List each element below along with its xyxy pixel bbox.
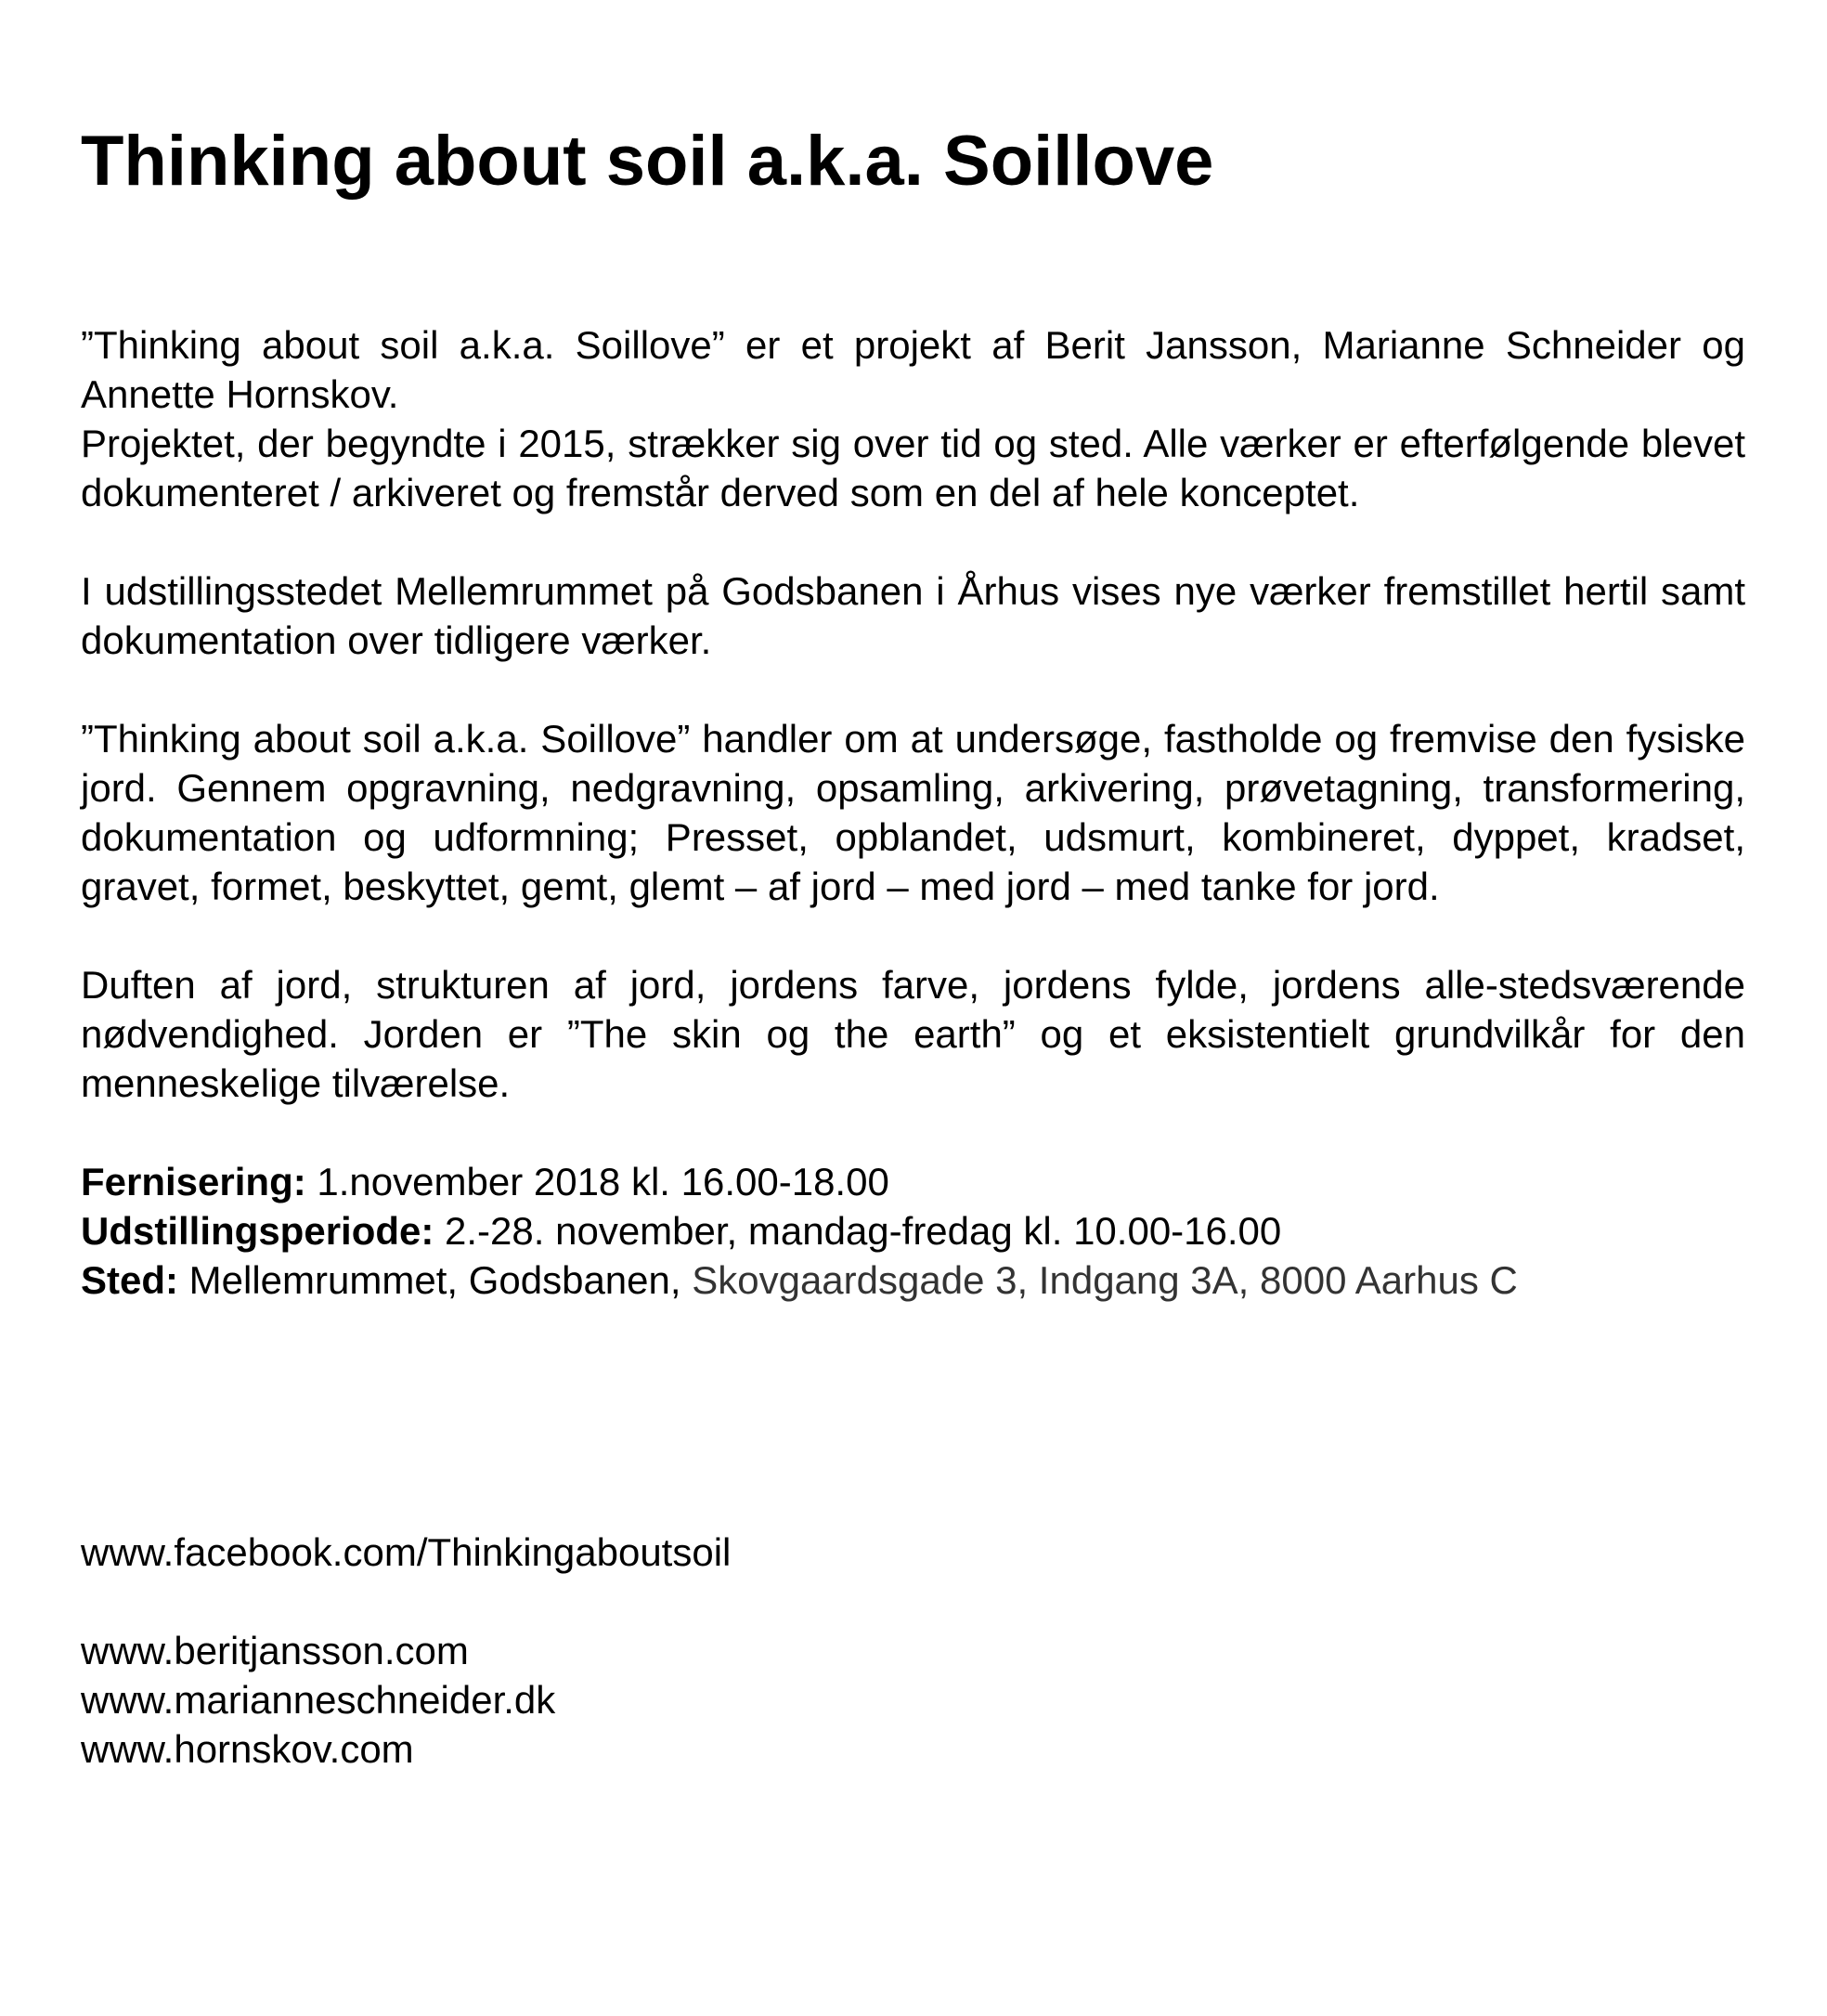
document-body xyxy=(81,320,1745,1354)
place-label: Sted: xyxy=(81,1258,178,1302)
project-paragraph: Projektet, der begyndte i 2015, strækker sig over tid og sted. Alle værker er efterfølgende blevet dokumenteret / arkiveret og fremstår derved som en del af hele konceptet. xyxy=(81,422,1745,514)
links-section xyxy=(81,1528,731,1774)
marianne-schneider-link[interactable]: www.marianneschneider.dk xyxy=(81,1678,556,1722)
place-line xyxy=(81,1255,1745,1305)
page-title: Thinking about soil a.k.a. Soillove xyxy=(81,122,1214,201)
link-spacer xyxy=(81,1577,731,1626)
period-label: Udstillingsperiode: xyxy=(81,1209,434,1253)
soil-paragraph: Duften af jord, strukturen af jord, jordens farve, jordens fylde, jordens alle-stedsværende nødvendighed. Jorden er ”The skin og the earth” og et eksistentielt grundvilkår for den menneskelige tilværelse. xyxy=(81,963,1745,1105)
place-address: Skovgaardsgade 3, Indgang 3A, 8000 Aarhus C xyxy=(692,1258,1518,1302)
facebook-link[interactable]: www.facebook.com/Thinkingaboutsoil xyxy=(81,1530,732,1574)
exhibition-info xyxy=(81,1157,1745,1305)
opening-label: Fernisering: xyxy=(81,1160,306,1203)
period-value: 2.-28. november, mandag-fredag kl. 10.00-16.00 xyxy=(434,1209,1282,1253)
period-line xyxy=(81,1206,1745,1255)
concept-paragraph: ”Thinking about soil a.k.a. Soillove” handler om at undersøge, fastholde og fremvise den fysiske jord. Gennem opgravning, nedgravning, opsamling, arkivering, prøvetagning, transformering, dokumentation og udformning; Presset, opblandet, udsmurt, kombineret, dyppet, kradset, gravet, formet, beskyttet, gemt, glemt – af jord – med jord – med tanke for jord. xyxy=(81,717,1745,908)
venue-paragraph: I udstillingsstedet Mellemrummet på Godsbanen i Århus vises nye værker fremstillet hertil samt dokumentation over tidligere værker. xyxy=(81,569,1745,662)
hornskov-link[interactable]: www.hornskov.com xyxy=(81,1727,414,1771)
opening-value: 1.november 2018 kl. 16.00-18.00 xyxy=(305,1160,889,1203)
place-value: Mellemrummet, Godsbanen, xyxy=(178,1258,693,1302)
opening-line xyxy=(81,1157,1745,1206)
intro-paragraph: ”Thinking about soil a.k.a. Soillove” er et projekt af Berit Jansson, Marianne Schneider og Annette Hornskov. xyxy=(81,323,1745,416)
berit-jansson-link[interactable]: www.beritjansson.com xyxy=(81,1629,469,1672)
